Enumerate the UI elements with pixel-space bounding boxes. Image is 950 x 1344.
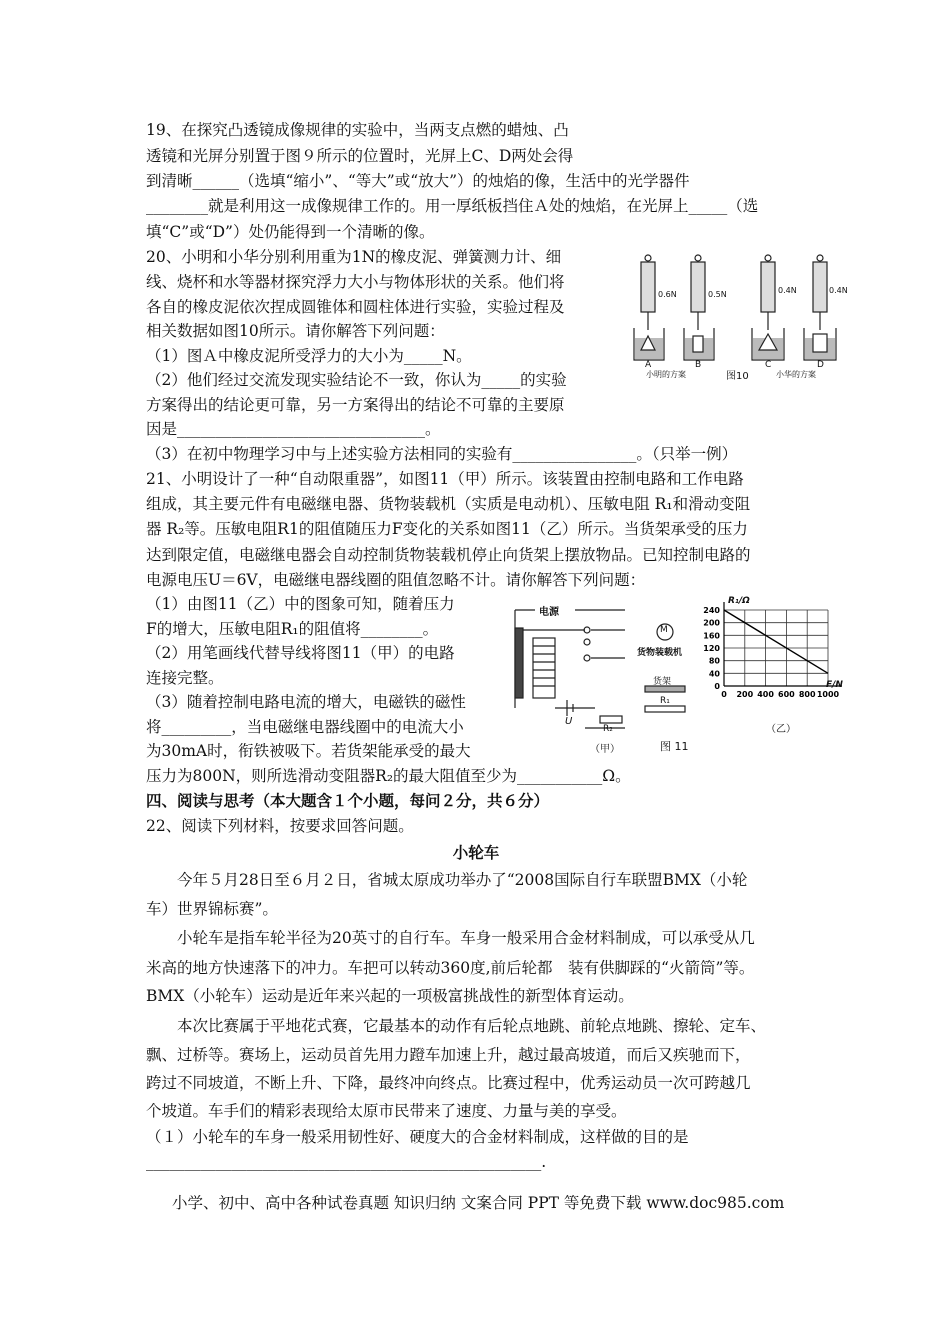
para2-c: BMX（小轮车）运动是近年来兴起的一项极富挑战性的新型体育运动。 [146, 987, 634, 1005]
q20-line-9: （3）在初中物理学习中与上述实验方法相同的实验有________________。（只举一例） [146, 445, 738, 463]
reading-d: 0.4N [829, 286, 848, 295]
y-tick-label: 200 [703, 618, 720, 628]
label-u: U [565, 716, 573, 727]
y-tick-label: 80 [708, 656, 720, 666]
reading-c: 0.4N [778, 286, 797, 295]
label-r2: R₂ [603, 724, 613, 734]
q21-line-11: 将_________，当电磁继电器线圈中的电流大小 [146, 718, 464, 736]
figure-11-circuit [505, 598, 705, 758]
para3-b: 飘、过桥等。赛场上，运动员首先用力蹬车加速上升，越过最高坡道，而后又疾驰而下， [146, 1046, 751, 1064]
q20-line-4: 相关数据如图10所示。请你解答下列问题： [146, 322, 445, 340]
label-power: 电源 [539, 607, 559, 618]
label-loader: 货物装载机 [637, 648, 683, 658]
q20-line-5: （1）图Ａ中橡皮泥所受浮力的大小为_____N。 [146, 347, 472, 365]
x-tick-label: 1000 [816, 690, 840, 699]
series-line [724, 610, 828, 673]
q21-line-5: 电源电压U＝6V，电磁继电器线圈的阻值忽略不计。请你解答下列问题： [146, 571, 646, 589]
q20-line-6: （2）他们经过交流发现实验结论不一致，你认为_____的实验 [146, 371, 567, 389]
caption-fig11: 图 11 [660, 740, 689, 753]
para1-a: 今年５月28日至６月２日，省城太原成功举办了“2008国际自行车联盟BMX（小轮 [177, 871, 748, 889]
q19-line-1: 19、在探究凸透镜成像规律的实验中，当两支点燃的蜡烛、凸 [146, 121, 569, 139]
q21-line-9: 连接完整。 [146, 669, 224, 687]
q19-line-5: 填“C”或“D”）处仍能得到一个清晰的像。 [146, 223, 435, 241]
reading-b: 0.5N [708, 290, 727, 299]
q21-line-6: （1）由图11（乙）中的图象可知，随着压力 [146, 595, 455, 613]
caption-right: 小华的方案 [776, 370, 816, 379]
y-tick-label: 120 [703, 644, 720, 653]
x-tick-label: 800 [798, 690, 816, 699]
letter-b: B [695, 360, 702, 370]
section4-heading: 四、阅读与思考（本大题含１个小题，每问２分，共６分） [146, 792, 550, 810]
q21-line-4: 达到限定值，电磁继电器会自动控制货物装载机停止向货架上摆放物品。已知控制电路的 [146, 546, 751, 564]
y-tick-label: 0 [714, 682, 720, 691]
q19-line-2: 透镜和光屏分别置于图９所示的位置时，光屏上C、D两处会得 [146, 147, 574, 165]
x-tick-label: 200 [736, 690, 754, 699]
para2-b: 米高的地方快速落下的冲力。车把可以转动360度,前后轮都 装有供脚踩的“火箭筒”等。 [146, 959, 755, 977]
label-m: M [660, 625, 668, 635]
q19-line-4: ________就是利用这一成像规律工作的。用一厚纸板挡住Ａ处的烛焰，在光屏上_____（选 [146, 197, 759, 215]
figure-10 [628, 250, 848, 380]
caption-yi: （乙） [766, 724, 796, 735]
footer: 小学、初中、高中各种试卷真题 知识归纳 文案合同 PPT 等免费下载 www.doc985.com [172, 1194, 785, 1212]
x-tick-label: 600 [778, 690, 795, 699]
q20-line-8: 因是________________________________。 [146, 420, 441, 438]
letter-d: D [817, 360, 824, 370]
label-r1: R₁ [660, 696, 670, 706]
q20-line-7: 方案得出的结论更可靠，另一方案得出的结论不可靠的主要原 [146, 396, 565, 414]
reading-a: 0.6N [658, 290, 677, 299]
q20-line-2: 线、烧杯和水等器材探究浮力大小与物体形状的关系。他们将 [146, 273, 565, 291]
para3-d: 个坡道。车手们的精彩表现给太原市民带来了速度、力量与美的享受。 [146, 1102, 627, 1120]
y-tick-label: 240 [703, 606, 720, 615]
figure-11-chart [700, 598, 848, 748]
letter-a: A [645, 360, 652, 370]
q21-line-3: 器 R₂等。压敏电阻R1的阻值随压力F变化的关系如图11（乙）所示。当货架承受的压力 [146, 520, 748, 538]
q21-line-13: 压力为800N，则所选滑动变阻器R₂的最大阻值至少为___________Ω。 [146, 767, 631, 785]
q21-line-7: F的增大，压敏电阻R₁的阻值将________。 [146, 620, 439, 638]
y-tick-label: 160 [703, 631, 720, 641]
sub-q1-a: （１）小轮车的车身一般采用韧性好、硬度大的合金材料制成，这样做的目的是 [146, 1128, 689, 1146]
q21-line-8: （2）用笔画线代替导线将图11（甲）的电路 [146, 644, 455, 662]
caption-jia: （甲） [590, 744, 620, 755]
y-axis-label: R₁/Ω [728, 596, 750, 606]
letter-c: C [765, 360, 772, 370]
q21-line-1: 21、小明设计了一种“自动限重器”，如图11（甲）所示。该装置由控制电路和工作电路 [146, 470, 744, 488]
label-shelf: 货架 [653, 677, 672, 687]
para3-a: 本次比赛属于平地花式赛，它最基本的动作有后轮点地跳、前轮点地跳、擦轮、定车、 [177, 1017, 767, 1035]
para2-a: 小轮车是指车轮半径为20英寸的自行车。车身一般采用合金材料制成，可以承受从几 [177, 929, 755, 947]
q21-line-12: 为30mA时，衔铁被吸下。若货架能承受的最大 [146, 742, 471, 760]
y-tick-label: 40 [708, 669, 720, 679]
q21-line-2: 组成，其主要元件有电磁继电器、货物装载机（实质是电动机）、压敏电阻 R₁和滑动变阻 [146, 495, 751, 513]
q20-line-1: 20、小明和小华分别利用重为1N的橡皮泥、弹簧测力计、细 [146, 248, 562, 266]
para1-b: 车）世界锦标赛”。 [146, 900, 278, 918]
article-title: 小轮车 [452, 844, 500, 862]
q19-line-3: 到清晰______（选填“缩小”、“等大”或“放大”）的烛焰的像，生活中的光学器件 [146, 172, 690, 190]
q21-line-10: （3）随着控制电路电流的增大，电磁铁的磁性 [146, 693, 466, 711]
x-axis-label: F/N [826, 680, 843, 690]
x-tick-label: 400 [757, 690, 774, 699]
q22-intro: 22、阅读下列材料，按要求回答问题。 [146, 817, 414, 835]
caption-left: 小明的方案 [646, 370, 686, 379]
para3-c: 跨过不同坡道，不断上升、下降，最终冲向终点。比赛过程中，优秀运动员一次可跨越几 [146, 1074, 751, 1092]
q20-line-3: 各自的橡皮泥依次捏成圆锥体和圆柱体进行实验，实验过程及 [146, 298, 565, 316]
sub-q1-b: ___________________________________________________. [146, 1153, 547, 1171]
caption-mid: 图10 [726, 371, 749, 382]
x-tick-label: 0 [721, 690, 727, 699]
